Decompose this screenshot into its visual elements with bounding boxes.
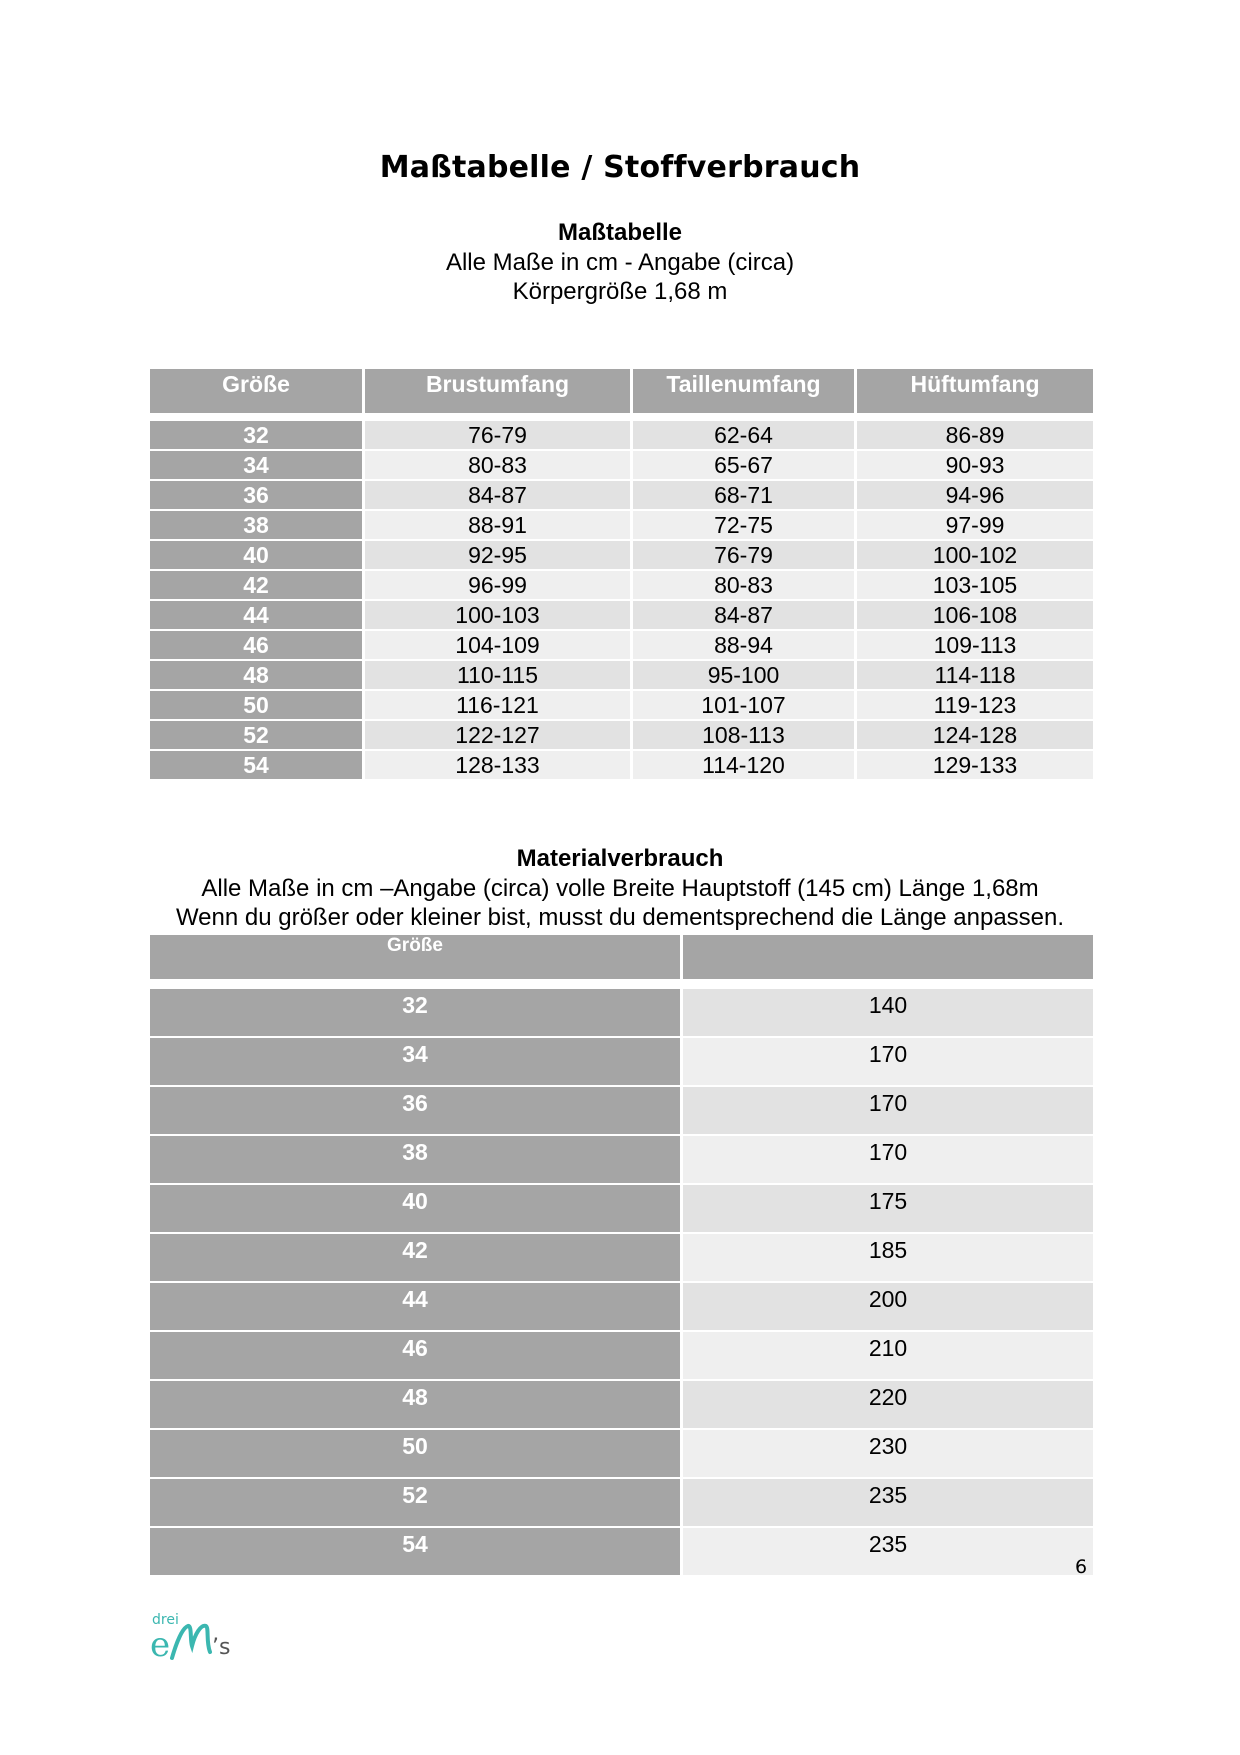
bust-cell: 104-109 xyxy=(365,631,633,661)
size-cell: 32 xyxy=(150,421,365,451)
bust-cell: 80-83 xyxy=(365,451,633,481)
table-row xyxy=(150,751,1093,781)
size-cell: 44 xyxy=(150,1283,683,1332)
bust-cell: 122-127 xyxy=(365,721,633,751)
size-cell: 44 xyxy=(150,601,365,631)
hip-cell: 94-96 xyxy=(857,481,1093,511)
amount-cell: 170 xyxy=(683,1136,1093,1185)
size-cell: 46 xyxy=(150,631,365,661)
size-cell: 48 xyxy=(150,661,365,691)
size-cell: 36 xyxy=(150,1087,683,1136)
material-adjust-note: Wenn du größer oder kleiner bist, musst du dementsprechend die Länge anpassen. xyxy=(175,904,1065,931)
amount-cell: 235 xyxy=(683,1528,1093,1577)
size-cell: 32 xyxy=(150,989,683,1038)
hip-cell: 124-128 xyxy=(857,721,1093,751)
waist-cell: 114-120 xyxy=(633,751,857,781)
table-row xyxy=(150,511,1093,541)
table-row xyxy=(150,481,1093,511)
hip-cell: 90-93 xyxy=(857,451,1093,481)
table-row xyxy=(150,631,1093,661)
size-cell: 36 xyxy=(150,481,365,511)
page-number: 6 xyxy=(1075,1556,1088,1578)
hip-cell: 86-89 xyxy=(857,421,1093,451)
material-heading: Materialverbrauch xyxy=(516,845,724,872)
bust-cell: 100-103 xyxy=(365,601,633,631)
waist-cell: 95-100 xyxy=(633,661,857,691)
page-title: Maßtabelle / Stoffverbrauch xyxy=(379,150,861,185)
column-header-size: Größe xyxy=(150,935,683,979)
material-header-row xyxy=(150,935,1093,979)
size-cell: 46 xyxy=(150,1332,683,1381)
amount-cell: 220 xyxy=(683,1381,1093,1430)
material-header xyxy=(0,844,1240,932)
waist-cell: 84-87 xyxy=(633,601,857,631)
column-header-amount xyxy=(683,935,1093,979)
hip-cell: 106-108 xyxy=(857,601,1093,631)
waist-cell: 80-83 xyxy=(633,571,857,601)
waist-cell: 68-71 xyxy=(633,481,857,511)
waist-cell: 65-67 xyxy=(633,451,857,481)
table-row xyxy=(150,1136,1093,1185)
table-row xyxy=(150,1283,1093,1332)
size-cell: 34 xyxy=(150,451,365,481)
size-chart-header-row xyxy=(150,369,1093,413)
table-row xyxy=(150,989,1093,1038)
amount-cell: 170 xyxy=(683,1087,1093,1136)
bust-cell: 92-95 xyxy=(365,541,633,571)
size-cell: 52 xyxy=(150,721,365,751)
bust-cell: 84-87 xyxy=(365,481,633,511)
amount-cell: 175 xyxy=(683,1185,1093,1234)
size-cell: 38 xyxy=(150,1136,683,1185)
size-cell: 52 xyxy=(150,1479,683,1528)
hip-cell: 114-118 xyxy=(857,661,1093,691)
drei-ems-logo xyxy=(148,1606,238,1668)
amount-cell: 235 xyxy=(683,1479,1093,1528)
bust-cell: 128-133 xyxy=(365,751,633,781)
amount-cell: 230 xyxy=(683,1430,1093,1479)
size-cell: 38 xyxy=(150,511,365,541)
table-row xyxy=(150,1528,1093,1577)
amount-cell: 185 xyxy=(683,1234,1093,1283)
size-cell: 42 xyxy=(150,571,365,601)
bust-cell: 88-91 xyxy=(365,511,633,541)
size-chart-table xyxy=(150,369,1093,781)
amount-cell: 210 xyxy=(683,1332,1093,1381)
amount-cell: 200 xyxy=(683,1283,1093,1332)
hip-cell: 119-123 xyxy=(857,691,1093,721)
table-row xyxy=(150,1038,1093,1087)
material-note: Alle Maße in cm –Angabe (circa) volle Breite Hauptstoff (145 cm) Länge 1,68m xyxy=(201,875,1039,902)
size-cell: 50 xyxy=(150,1430,683,1479)
size-cell: 34 xyxy=(150,1038,683,1087)
size-chart-header xyxy=(0,218,1240,306)
size-chart-note: Alle Maße in cm - Angabe (circa) xyxy=(445,249,795,276)
bust-cell: 110-115 xyxy=(365,661,633,691)
table-row xyxy=(150,1430,1093,1479)
table-row xyxy=(150,1332,1093,1381)
table-row xyxy=(150,541,1093,571)
column-header-size: Größe xyxy=(150,369,365,413)
waist-cell: 76-79 xyxy=(633,541,857,571)
size-cell: 42 xyxy=(150,1234,683,1283)
bust-cell: 116-121 xyxy=(365,691,633,721)
table-row xyxy=(150,1087,1093,1136)
waist-cell: 88-94 xyxy=(633,631,857,661)
header-gap xyxy=(150,413,1093,421)
bust-cell: 76-79 xyxy=(365,421,633,451)
waist-cell: 62-64 xyxy=(633,421,857,451)
table-row xyxy=(150,1381,1093,1430)
table-row xyxy=(150,451,1093,481)
waist-cell: 101-107 xyxy=(633,691,857,721)
logo-text-s: ’s xyxy=(212,1635,231,1660)
waist-cell: 108-113 xyxy=(633,721,857,751)
hip-cell: 97-99 xyxy=(857,511,1093,541)
size-cell: 40 xyxy=(150,541,365,571)
size-cell: 50 xyxy=(150,691,365,721)
table-row xyxy=(150,661,1093,691)
table-row xyxy=(150,721,1093,751)
hip-cell: 100-102 xyxy=(857,541,1093,571)
amount-cell: 170 xyxy=(683,1038,1093,1087)
logo-letter-e: e xyxy=(150,1625,171,1665)
size-chart-body-height: Körpergröße 1,68 m xyxy=(512,278,728,305)
table-row xyxy=(150,1185,1093,1234)
logo-m-mark xyxy=(172,1626,210,1658)
material-table xyxy=(150,935,1093,1577)
size-chart-heading: Maßtabelle xyxy=(557,219,683,246)
size-cell: 54 xyxy=(150,1528,683,1577)
size-cell: 54 xyxy=(150,751,365,781)
table-row xyxy=(150,1234,1093,1283)
table-row xyxy=(150,571,1093,601)
column-header-waist: Taillenumfang xyxy=(633,369,857,413)
hip-cell: 103-105 xyxy=(857,571,1093,601)
logo-text-small: drei xyxy=(152,1612,179,1628)
table-row xyxy=(150,1479,1093,1528)
table-row xyxy=(150,601,1093,631)
header-gap xyxy=(150,979,1093,989)
amount-cell: 140 xyxy=(683,989,1093,1038)
hip-cell: 129-133 xyxy=(857,751,1093,781)
table-row xyxy=(150,691,1093,721)
size-cell: 48 xyxy=(150,1381,683,1430)
bust-cell: 96-99 xyxy=(365,571,633,601)
column-header-hip: Hüftumfang xyxy=(857,369,1093,413)
hip-cell: 109-113 xyxy=(857,631,1093,661)
column-header-bust: Brustumfang xyxy=(365,369,633,413)
waist-cell: 72-75 xyxy=(633,511,857,541)
size-cell: 40 xyxy=(150,1185,683,1234)
table-row xyxy=(150,421,1093,451)
